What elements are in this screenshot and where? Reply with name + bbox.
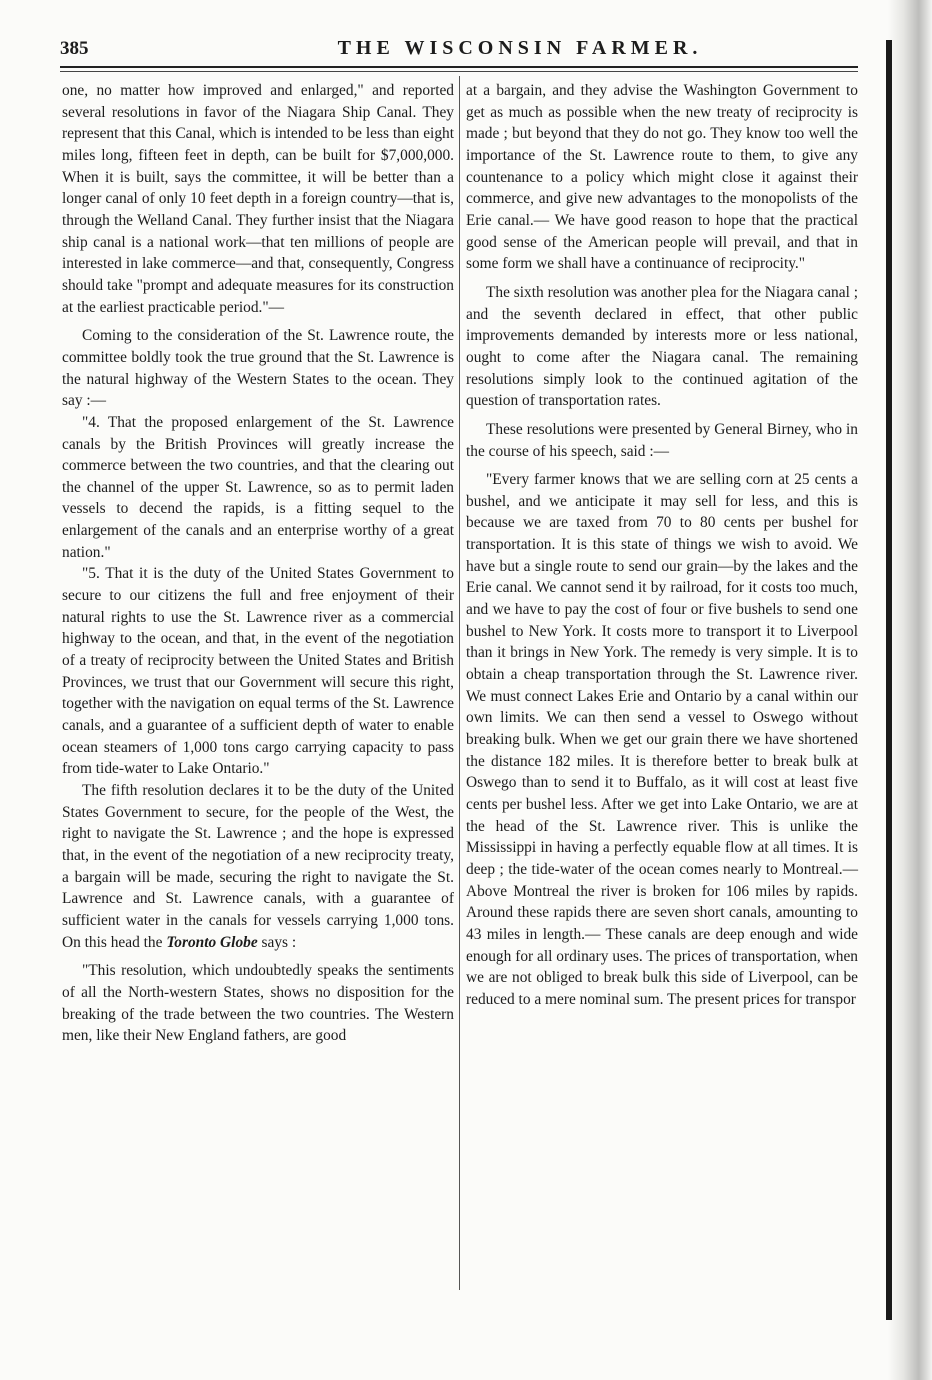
paragraph [62,780,454,953]
quoted-resolution-5: "5. That it is the duty of the United States Government to secure to our citizens the full and free enjoyment of their natural rights to use the St. Lawrence river as a commercial highway to the ocean, and that, in the event of the negotiation of a treaty of reciprocity between the United States and British Provinces, we trust that our Government will secure this right, together with the navigation on equal terms of the St. Lawrence canals, and a guarantee of a sufficient depth of water to enable ocean steamers of 1,000 tons cargo carrying capacity to pass from tide-water to Lake Ontario." [62,565,454,778]
header-rule-thin [60,71,858,72]
page-edge-bar [886,40,892,1320]
left-column [62,80,454,1047]
paragraph-text: The fifth resolution declares it to be the duty of the United States Government to secure, for the people of the West, the right to navigate the St. Lawrence ; and the hope is expressed that, in the event of the negotiation of a new reciprocity treaty, a bargain will be made, securing the right to navigate the St. Lawrence and St. Lawrence canals, with a guarantee of sufficient water in the canals for vessels carrying 1,000 tons. On this head the [62,782,454,951]
page-number: 385 [60,38,89,59]
masthead-title: THE WISCONSIN FARMER. [337,37,703,59]
page-header [60,34,856,64]
paragraph: at a bargain, and they advise the Washington Government to get as much as possible when the new treaty of reciprocity is made ; but beyond that they do not go. They know too well the importance of the St. Lawrence route to them, to give any countenance to a policy which might close it against their commerce, and give new advantages to the monopolists of the Erie canal.— We have good reason to hope that the practical good sense of the American people will prevail, and that in some form we shall have a continuance of reciprocity." [466,82,858,273]
paragraph: Coming to the consideration of the St. Lawrence route, the committee boldly took the true ground that the St. Lawrence is the natural highway of the Western States to the ocean. They say :— [62,327,454,410]
paragraph: The sixth resolution was another plea for the Niagara canal ; and the seventh declared in effect, that other public improvements demanded by interests more or less national, ought to come after the Niagara canal. The remaining resolutions simply look to the continued agitation of the question of transportation rates. [466,283,858,410]
quoted-resolution-4: "4. That the proposed enlargement of the St. Lawrence canals by the British Provinces will greatly increase the commerce between the two countries, and that the clearing out the channel of the upper St. Lawrence, so as to permit laden vessels to decend the rapids, is a fitting sequel to the enlargement of the canals and an enterprise worthy of a great nation." [62,413,454,561]
quoted-speech: "Every farmer knows that we are selling corn at 25 cents a bushel, and we anticipate it may sell for less, and this is because we are taxed from 70 to 80 cents per bushel for transportation. It is this state of things we wish to avoid. We have but a single route to send our grain—by the lakes and the Erie canal. We cannot send it by railroad, for it costs too much, and we have to pay the cost of four or five bushels to send one bushel to New York. It costs more to transport it to Liverpool than it brings in New York. The remedy is very simple. It is to obtain a cheap transportation through the St. Lawrence river. We must connect Lakes Erie and Ontario by a canal within our own limits. We can then send a vessel to Oswego without breaking bulk. When we get our grain there we have shortened the distance 182 miles. It is therefore better to break bulk at Oswego than to send it to Buffalo, as it will cost at least five cents per bushel less. After we get into Lake Ontario, we are at the head of the St. Lawrence river. This is unlike the Mississippi in having a perfectly equable flow at all times. It is deep ; the tide-water of the ocean comes nearly to Montreal.— Above Montreal the river is broken for 106 miles by rapids. Around these rapids there are seven short canals, amounting to 43 miles in length.— These canals are deep enough and wide enough for all ordinary uses. The prices of transportation, when we are not obliged to break bulk this side of Liverpool, can be reduced to a mere nominal sum. The present prices for transpor [466,471,858,1008]
paragraph: These resolutions were presented by General Birney, who in the course of his speech, said :— [466,420,858,460]
newspaper-name: Toronto Globe [166,933,258,951]
header-rule-thick [60,66,858,68]
right-column [466,80,858,1011]
page-edge-shadow [888,0,932,1380]
paragraph: one, no matter how improved and enlarged," and reported several resolutions in favor of the Niagara Ship Canal. They represent that this Canal, which is intended to be less than eight miles long, fifteen feet in depth, can be built for $7,000,000. When it is built, says the committee, it will be better than a longer canal of only 10 feet depth in a foreign country—that is, through the Welland Canal. They further insist that the Niagara ship canal is a national work—that ten millions of people are interested in lake commerce—and that, consequently, Congress should take "prompt and adequate measures for its construction at the earliest practicable period."— [62,82,454,316]
paragraph-text: says : [261,933,297,951]
quoted-paragraph: "This resolution, which undoubtedly speaks the sentiments of all the North-western States, shows no disposition for the breaking of the trade between the two countries. The Western men, like their New England fathers, are good [62,962,454,1045]
column-separator [459,76,460,1290]
